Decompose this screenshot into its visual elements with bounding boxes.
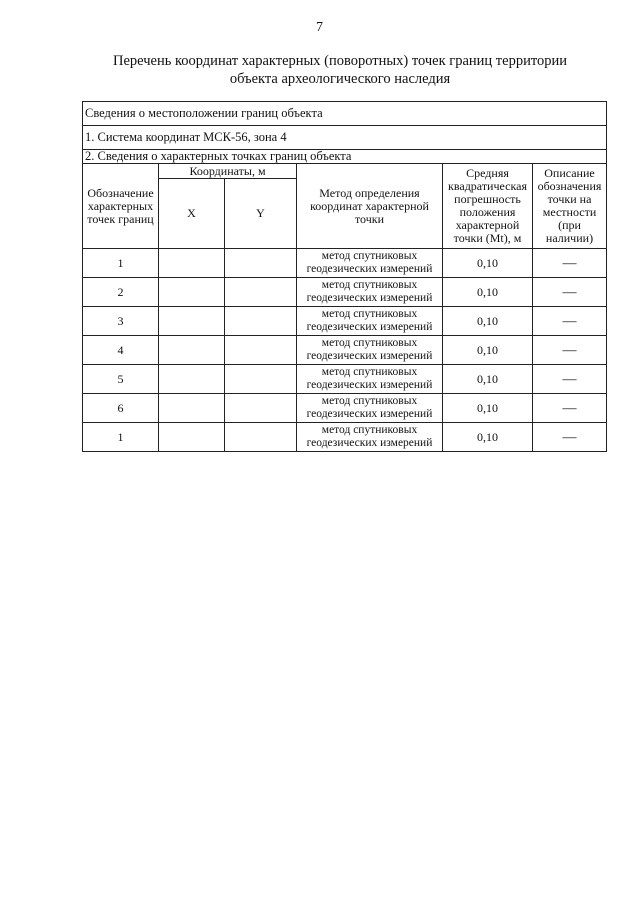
point-cell: 6: [83, 394, 159, 423]
coordinates-table: [82, 101, 607, 452]
point-cell: 4: [83, 336, 159, 365]
error-cell: 0,10: [443, 307, 533, 336]
y-cell: [225, 336, 297, 365]
title-line-1: Перечень координат характерных (поворотных) точек границ территории: [112, 53, 568, 69]
error-cell: 0,10: [443, 336, 533, 365]
error-cell: 0,10: [443, 423, 533, 452]
table-row: [83, 365, 607, 394]
header-designation: Обозначение характерных точек границ: [83, 164, 159, 249]
coordinate-system-info: 1. Система координат МСК-56, зона 4: [83, 126, 607, 150]
y-cell: [225, 394, 297, 423]
table-row: [83, 394, 607, 423]
description-cell: —: [533, 394, 607, 423]
header-method: Метод определения координат характерной точки: [297, 164, 443, 249]
y-cell: [225, 365, 297, 394]
y-cell: [225, 278, 297, 307]
description-cell: —: [533, 249, 607, 278]
table-row: [83, 278, 607, 307]
error-cell: 0,10: [443, 394, 533, 423]
table-row: [83, 249, 607, 278]
description-cell: —: [533, 365, 607, 394]
error-cell: 0,10: [443, 365, 533, 394]
point-cell: 2: [83, 278, 159, 307]
table-row: [83, 307, 607, 336]
x-cell: [159, 249, 225, 278]
method-cell: метод спутниковых геодезических измерений: [297, 278, 443, 307]
method-cell: метод спутниковых геодезических измерений: [297, 394, 443, 423]
points-info: 2. Сведения о характерных точках границ объекта: [83, 150, 607, 164]
y-cell: [225, 249, 297, 278]
x-cell: [159, 423, 225, 452]
y-cell: [225, 423, 297, 452]
header-y: Y: [225, 179, 297, 249]
location-info: Сведения о местоположении границ объекта: [83, 102, 607, 126]
description-cell: —: [533, 423, 607, 452]
point-cell: 3: [83, 307, 159, 336]
description-cell: —: [533, 278, 607, 307]
table-row: [83, 336, 607, 365]
x-cell: [159, 394, 225, 423]
point-cell: 1: [83, 423, 159, 452]
description-cell: —: [533, 336, 607, 365]
method-cell: метод спутниковых геодезических измерений: [297, 423, 443, 452]
error-cell: 0,10: [443, 278, 533, 307]
header-x: X: [159, 179, 225, 249]
document-title: [60, 52, 620, 88]
description-cell: —: [533, 307, 607, 336]
table-row: [83, 423, 607, 452]
header-error: Средняя квадратическая погрешность положения характерной точки (Mt), м: [443, 164, 533, 249]
error-cell: 0,10: [443, 249, 533, 278]
header-coordinates: Координаты, м: [159, 164, 297, 179]
method-cell: метод спутниковых геодезических измерений: [297, 365, 443, 394]
x-cell: [159, 336, 225, 365]
method-cell: метод спутниковых геодезических измерений: [297, 336, 443, 365]
page-number: 7: [316, 20, 323, 35]
header-description: Описание обозначения точки на местности (при наличии): [533, 164, 607, 249]
x-cell: [159, 278, 225, 307]
method-cell: метод спутниковых геодезических измерений: [297, 307, 443, 336]
method-cell: метод спутниковых геодезических измерений: [297, 249, 443, 278]
title-line-2: объекта археологического наследия: [229, 71, 451, 87]
x-cell: [159, 307, 225, 336]
y-cell: [225, 307, 297, 336]
x-cell: [159, 365, 225, 394]
point-cell: 5: [83, 365, 159, 394]
point-cell: 1: [83, 249, 159, 278]
